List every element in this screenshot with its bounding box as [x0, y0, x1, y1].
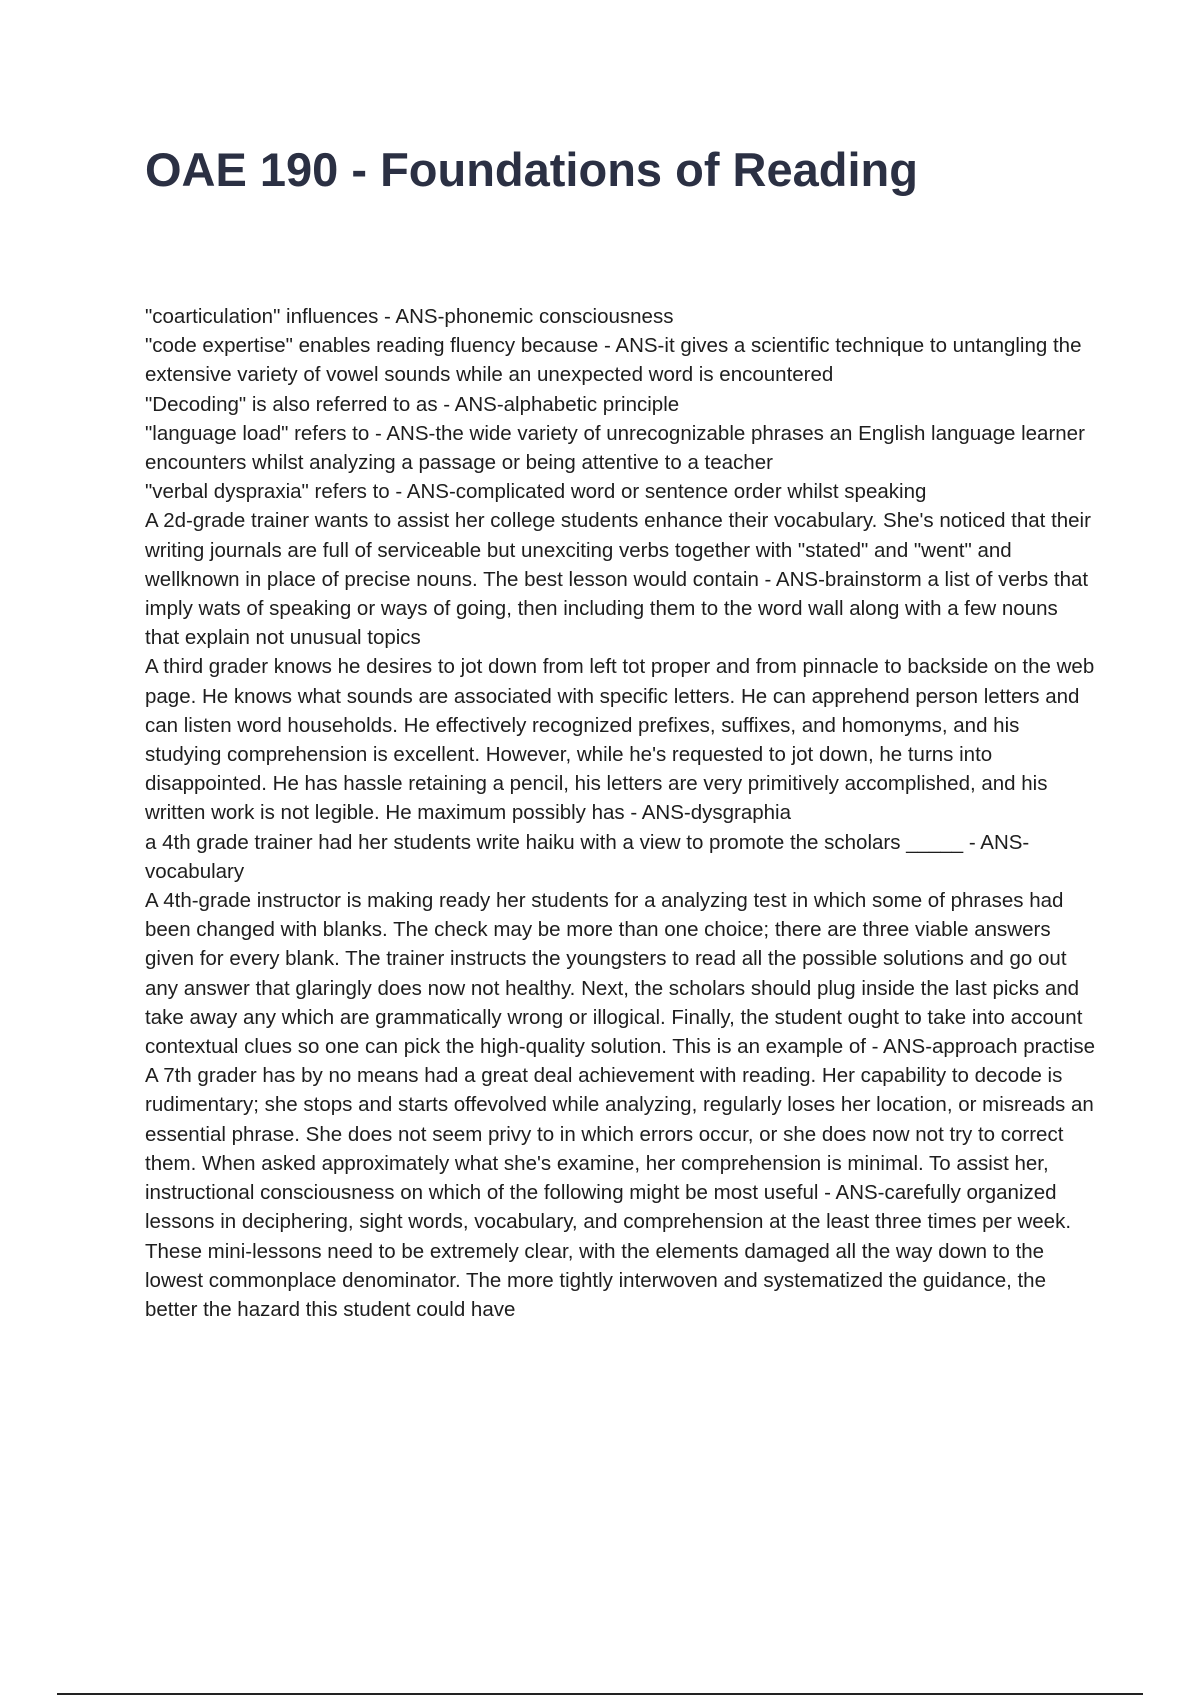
qa-entry — [145, 886, 1095, 1061]
qa-entry — [145, 419, 1095, 477]
qa-entry-text: "verbal dyspraxia" refers to - ANS-complicated word or sentence order whilst speaking — [145, 480, 927, 504]
document-title: OAE 190 - Foundations of Reading — [145, 143, 918, 196]
qa-entry — [145, 390, 1095, 419]
qa-entry — [145, 331, 1095, 389]
qa-entry — [145, 302, 1095, 331]
qa-entry — [145, 506, 1095, 652]
qa-entry-text: a 4th grade trainer had her students write haiku with a view to promote the scholars _____ - ANS-vocabulary — [145, 830, 1030, 883]
qa-entry-text: "language load" refers to - ANS-the wide variety of unrecognizable phrases an English language learner encounters whilst analyzing a passage or being attentive to a teacher — [145, 421, 1085, 475]
qa-entry — [145, 828, 1095, 886]
qa-entry — [145, 652, 1095, 827]
qa-entry-text: A 4th-grade instructor is making ready her students for a analyzing test in which some of phrases had been changed with blanks. The check may be more than one choice; there are three viable answers given for every blank. The trainer instructs the youngsters to read all the possible solutions and go out any answer that glaringly does now not healthy. Next, the scholars should plug inside the last picks and take away any which are grammatically wrong or illogical. Finally, the student ought to take into account contextual clues so one can pick the high-quality solution. This is an example of - ANS-approach practise — [145, 889, 1095, 1059]
qa-entry-text: A third grader knows he desires to jot down from left tot proper and from pinnacle to backside on the web page. He knows what sounds are associated with specific letters. He can apprehend person letters and can listen word households. He effectively recognized prefixes, suffixes, and homonyms, and his studying comprehension is excellent. However, while he's requested to jot down, he turns into disappointed. He has hassle retaining a pencil, his letters are very primitively accomplished, and his written work is not legible. He maximum possibly has - ANS-dysgraphia — [145, 655, 1095, 825]
qa-entry-text: A 2d-grade trainer wants to assist her college students enhance their vocabulary. She's noticed that their writing journals are full of serviceable but unexciting verbs together with "stated" and "went" and wellknown in place of precise nouns. The best lesson would contain - ANS-brainstorm a list of verbs that imply wats of speaking or ways of going, then including them to the word wall along with a few nouns that explain not unusual topics — [145, 509, 1091, 650]
qa-entry-text: "coarticulation" influences - ANS-phonemic consciousness — [145, 305, 674, 328]
qa-entry-text: A 7th grader has by no means had a great deal achievement with reading. Her capability to decode is rudimentary; she stops and starts offevolved while analyzing, regularly loses her location, or misreads an essential phrase. She does not seem privy to in which errors occur, or she does now not try to correct them. When asked approximately what she's examine, her comprehension is minimal. To assist her, instructional consciousness on which of the following might be most useful - ANS-carefully organized lessons in deciphering, sight words, vocabulary, and comprehension at the least three times per week. These mini-lessons need to be extremely clear, with the elements damaged all the way down to the lowest commonplace denominator. The more tightly interwoven and systematized the guidance, the better the hazard this student could have — [145, 1064, 1094, 1321]
footer-divider — [57, 1693, 1143, 1695]
qa-entry-text: "Decoding" is also referred to as - ANS-alphabetic principle — [145, 392, 680, 416]
qa-entry-text: "code expertise" enables reading fluency because - ANS-it gives a scientific technique to untangling the extensive variety of vowel sounds while an unexpected word is encountered — [145, 334, 1082, 387]
qa-entries-list — [145, 302, 1095, 1324]
qa-entry — [145, 1061, 1095, 1324]
qa-entry — [145, 477, 1095, 506]
